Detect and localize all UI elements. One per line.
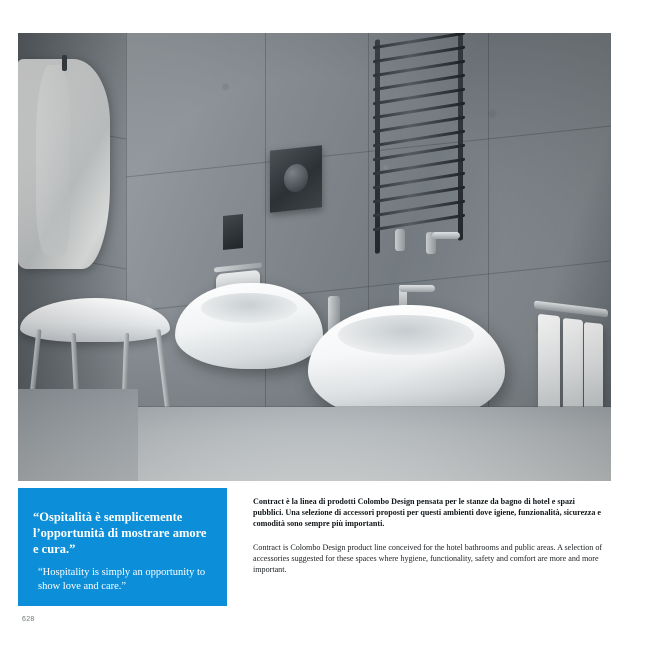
radiator-valve xyxy=(395,229,405,251)
body-text-column xyxy=(253,496,603,575)
wall-hung-wc xyxy=(308,305,505,422)
bathroom-interior-photo xyxy=(18,33,611,481)
wall-mounted-dispenser xyxy=(223,214,243,250)
bathrobe-on-hook xyxy=(18,59,110,269)
floor-left xyxy=(18,389,138,481)
wc-bowl xyxy=(338,315,474,355)
quote-box xyxy=(18,488,227,606)
hanging-towel xyxy=(563,318,583,416)
quote-italian: “Ospitalità è semplicemente l’opportunità di mostrare amore e cura.” xyxy=(33,510,207,556)
body-paragraph-english: Contract is Colombo Design product line conceived for the hotel bathrooms and public areas. A selection of accessories suggested for these spaces where hygiene, functionality, safety and comfort are more and more important. xyxy=(253,543,603,574)
shower-knob xyxy=(284,163,308,194)
quote-english: “Hospitality is simply an opportunity to show love and care.” xyxy=(38,567,206,592)
shower-control-plate xyxy=(270,145,322,212)
towel-radiator xyxy=(373,33,465,254)
radiator-spout xyxy=(432,232,460,239)
robe-hook xyxy=(62,55,67,71)
hanging-towel xyxy=(538,314,560,416)
body-paragraph-italian: Contract è la linea di prodotti Colombo Design pensata per le stanze da bagno di hotel e spazi pubblici. Una selezione di accessori proposti per questi ambienti dove igiene, funzionalità, sicurezza e comodità sono sempre più importanti. xyxy=(253,497,602,528)
page-number: 628 xyxy=(22,616,35,623)
hanging-towel xyxy=(584,322,603,414)
bidet-tap-spout xyxy=(399,285,435,292)
bidet-bowl xyxy=(201,293,297,323)
